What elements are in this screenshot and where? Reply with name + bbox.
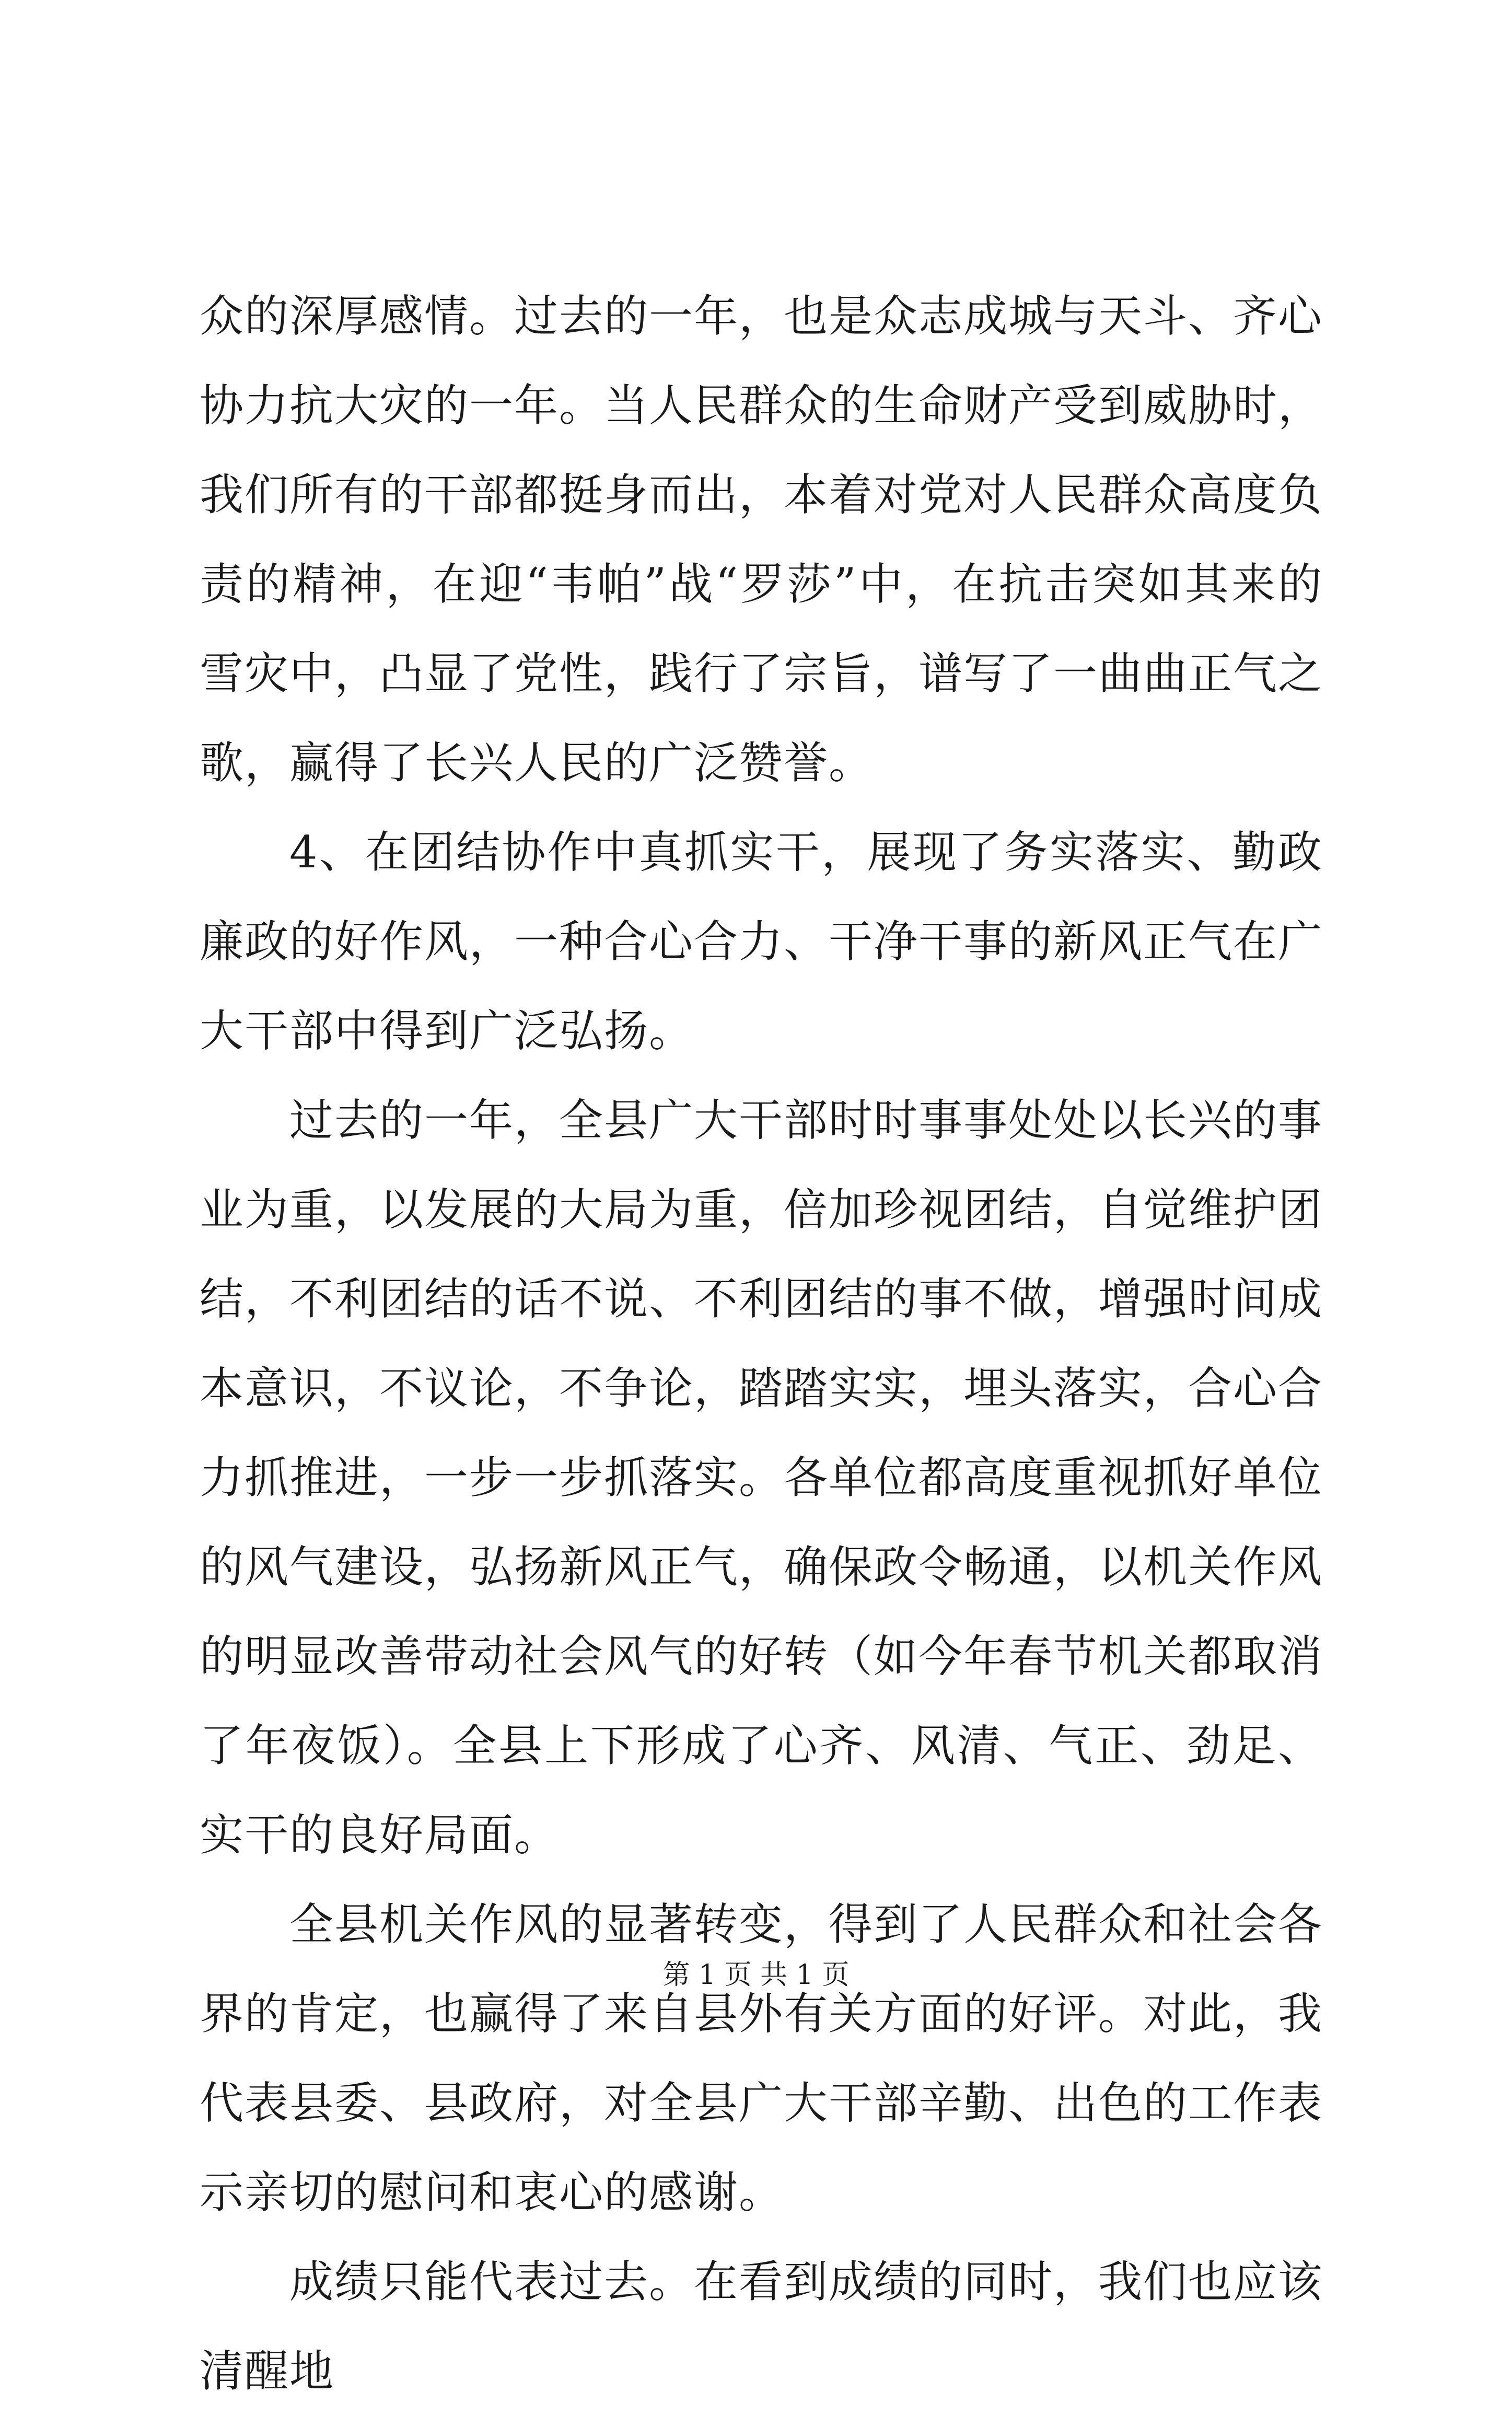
paragraph: 成绩只能代表过去。在看到成绩的同时，我们也应该清醒地 — [200, 2256, 1323, 2397]
document-body — [200, 272, 1323, 2416]
page-footer: 第 1 页 共 1 页 — [662, 1959, 850, 1991]
paragraph-continued: 众的深厚感情。过去的一年，也是众志成城与天斗、齐心协力抗大灾的一年。当人民群众的生命财产受到威胁时，我们所有的干部都挺身而出，本着对党对人民群众高度负责的精神，在迎“韦帕”战“罗莎”中，在抗击突如其来的雪灾中，凸显了党性，践行了宗旨，谱写了一曲曲正气之歌，赢得了长兴人民的广泛赞誉。 — [200, 291, 1323, 788]
paragraph: 全县机关作风的显著转变，得到了人民群众和社会各界的肯定，也赢得了来自县外有关方面的好评。对此，我代表县委、县政府，对全县广大干部辛勤、出色的工作表示亲切的慰问和衷心的感谢。 — [200, 1899, 1323, 2218]
paragraph-item-4: 4、在团结协作中真抓实干，展现了务实落实、勤政廉政的好作风，一种合心合力、干净干事的新风正气在广大干部中得到广泛弘扬。 — [200, 827, 1323, 1056]
paragraph: 过去的一年，全县广大干部时时事事处处以长兴的事业为重，以发展的大局为重，倍加珍视团结，自觉维护团结，不利团结的话不说、不利团结的事不做，增强时间成本意识，不议论，不争论，踏踏实实，埋头落实，合心合力抓推进，一步一步抓落实。各单位都高度重视抓好单位的风气建设，弘扬新风正气，确保政令畅通，以机关作风的明显改善带动社会风气的好转（如今年春节机关都取消了年夜饭）。全县上下形成了心齐、风清、气正、劲足、实干的良好局面。 — [200, 1095, 1323, 1861]
